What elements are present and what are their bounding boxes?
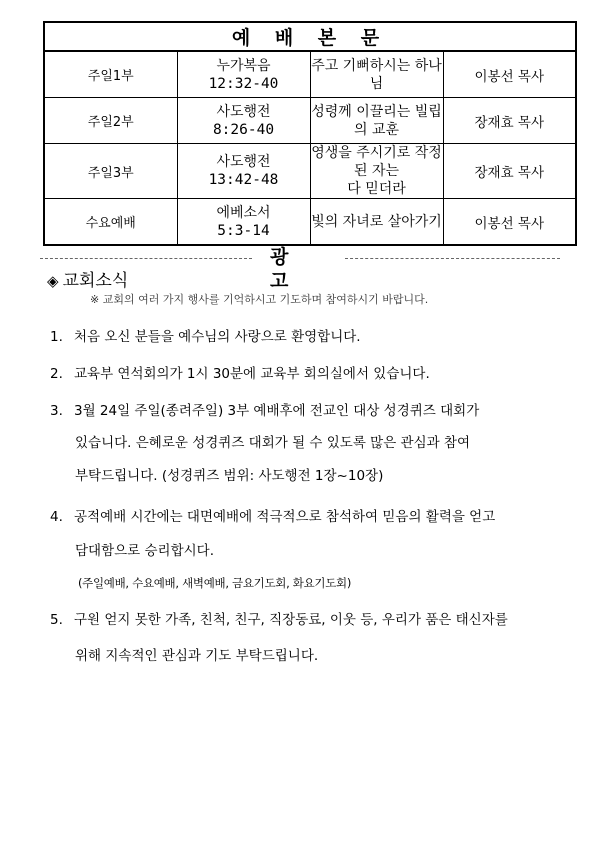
scripture [177, 98, 310, 144]
table-row [44, 98, 576, 144]
scripture-ref: 8:26-40 [212, 121, 275, 138]
scripture-ref: 12:32-40 [208, 75, 279, 92]
scripture-book: 에베소서 [216, 204, 271, 221]
section-title-text: 교회소식 [62, 271, 129, 291]
notice-text: 공적예배 시간에는 대면예배에 적극적으로 참석하여 믿음의 활력을 얻고 [74, 509, 496, 525]
scripture-ref: 5:3-14 [217, 222, 270, 239]
notice-item [50, 610, 508, 630]
service-name: 주일3부 [44, 144, 177, 199]
notice-item [50, 401, 479, 421]
notice-text: 구원 얻지 못한 가족, 친척, 친구, 직장동료, 이웃 등, 우리가 품은 태신자를 [74, 612, 508, 628]
preacher: 이봉선 목사 [443, 51, 576, 98]
scripture-book: 사도행전 [216, 103, 271, 120]
notice-number: 2. [50, 366, 63, 382]
divider [40, 258, 252, 259]
scripture-book: 사도행전 [216, 154, 271, 170]
service-name: 주일1부 [44, 51, 177, 98]
scripture [177, 51, 310, 98]
notice-text-continued: 있습니다. 은혜로운 성경퀴즈 대회가 될 수 있도록 많은 관심과 참여 [75, 435, 471, 451]
scripture [177, 144, 310, 199]
notice-item [50, 507, 495, 527]
service-name: 주일2부 [44, 98, 177, 144]
preacher: 장재효 목사 [443, 144, 576, 199]
divider [345, 258, 560, 259]
table-row [44, 199, 576, 246]
notice-item [50, 364, 430, 384]
notice-text: 교육부 연석회의가 1시 30분에 교육부 회의실에서 있습니다. [74, 366, 430, 382]
announcement-title: 광 고 [270, 246, 311, 292]
preacher: 이봉선 목사 [443, 199, 576, 246]
notice-number: 4. [50, 509, 63, 525]
notice-number: 5. [50, 612, 63, 628]
notice-text: 3월 24일 주일(종려주일) 3부 예배후에 전교인 대상 성경퀴즈 대회가 [74, 403, 480, 419]
sermon-theme [310, 51, 443, 98]
sermon-theme-line: 다 믿더라 [347, 181, 406, 197]
sermon-table-title: 예 배 본 문 [44, 22, 576, 51]
sermon-theme [310, 98, 443, 144]
section-title [47, 270, 128, 292]
diamond-icon: ◈ [47, 272, 59, 290]
notice-text-continued: 담대함으로 승리합시다. [75, 543, 214, 559]
scripture-ref: 13:42-48 [208, 172, 279, 188]
notice-subtext: (주일예배, 수요예배, 새벽예배, 금요기도회, 화요기도회) [78, 576, 352, 590]
sermon-theme [310, 144, 443, 199]
section-note: ※ 교회의 여러 가지 행사를 기억하시고 기도하며 참여하시기 바랍니다. [90, 293, 429, 306]
notice-number: 1. [50, 329, 63, 345]
sermon-theme-line: 영생을 주시기로 작정된 자는 [311, 145, 442, 179]
notice-text-continued: 위해 지속적인 관심과 기도 부탁드립니다. [75, 648, 319, 664]
table-row [44, 51, 576, 98]
sermon-theme-line: 성령께 이끌리는 빌립의 교훈 [311, 103, 442, 138]
sermon-theme [310, 199, 443, 246]
notice-number: 3. [50, 403, 63, 419]
sermon-theme-line: 주고 기뻐하시는 하나님 [311, 57, 442, 92]
table-row [44, 144, 576, 199]
preacher: 장재효 목사 [443, 98, 576, 144]
notice-text-continued: 부탁드립니다. (성경퀴즈 범위: 사도행전 1장~10장) [75, 468, 384, 484]
notice-item [50, 327, 361, 347]
service-name: 수요예배 [44, 199, 177, 246]
notice-text: 처음 오신 분들을 예수님의 사랑으로 환영합니다. [74, 329, 361, 345]
sermon-table [43, 21, 577, 246]
scripture-book: 누가복음 [216, 57, 271, 74]
scripture [177, 199, 310, 246]
sermon-theme-line: 빛의 자녀로 살아가기 [311, 213, 442, 230]
